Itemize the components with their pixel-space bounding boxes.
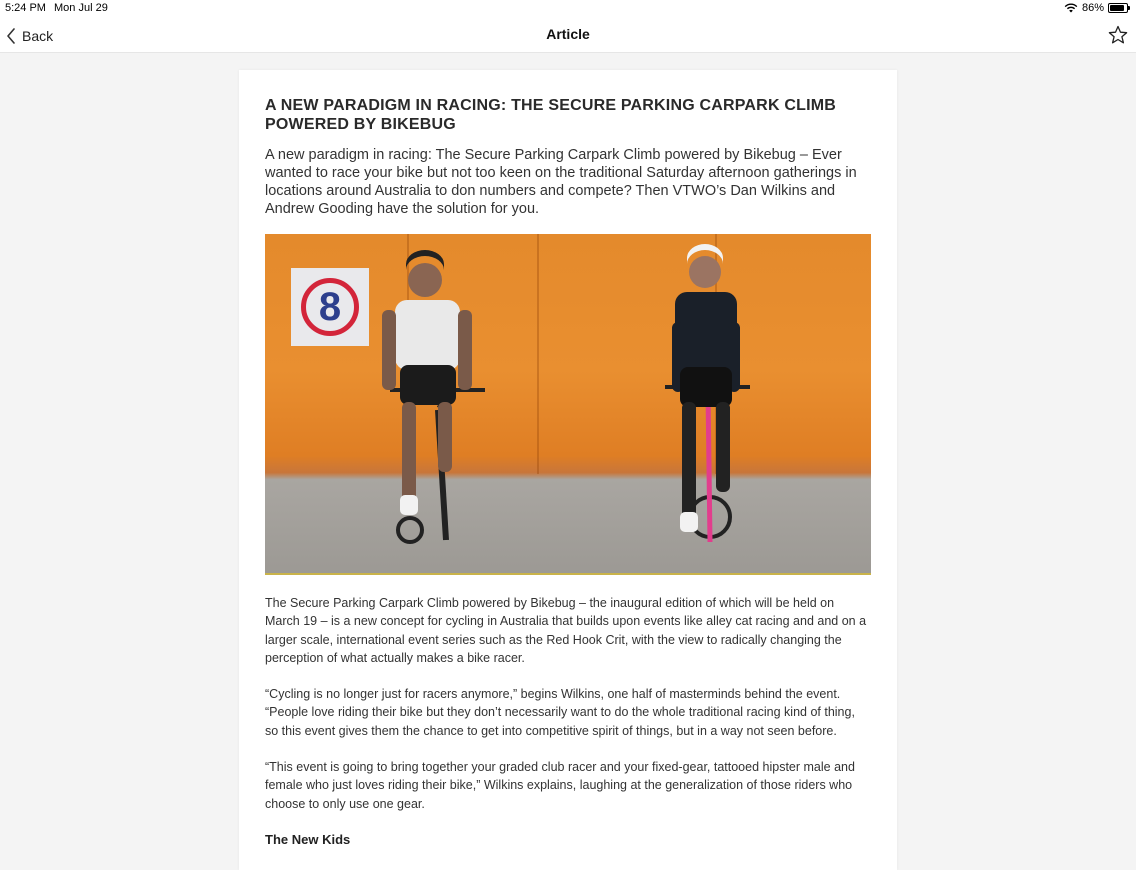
status-time: 5:24 PM bbox=[5, 2, 46, 14]
level-sign-ring bbox=[301, 278, 359, 336]
level-sign-number: 8 bbox=[318, 284, 342, 329]
favorite-button[interactable] bbox=[1108, 25, 1128, 45]
article-paragraph: The Secure Parking Carpark Climb powered by Bikebug – the inaugural edition of which will be held on March 19 – is a new concept for cycling in Australia that builds upon events like alley cat racing and and on a larger scale, international event series such as the Red Hook Crit, with the view to radically changing the perception of what actually makes a bike racer. bbox=[265, 596, 867, 665]
article-paragraph: “Cycling is no longer just for racers anymore,” begins Wilkins, one half of masterminds behind the event. “People love riding their bike but they don’t necessarily want to do the whole traditional racing kind of thing, so this event gives them the chance to get into competitive spirit of things, but in a way not seen before. bbox=[265, 687, 855, 738]
floor-line bbox=[265, 573, 871, 575]
rider-left-illustration bbox=[360, 240, 490, 550]
article-lede: A new paradigm in racing: The Secure Parking Carpark Climb powered by Bikebug – Ever wanted to race your bike but not too keen on the traditional Saturday afternoon gatherings in locations around Australia to don numbers and compete? Then VTWO’s Dan Wilkins and Andrew Gooding have the solution for you. bbox=[265, 147, 857, 217]
wall-seam bbox=[537, 234, 539, 474]
rider-right-illustration bbox=[650, 242, 760, 552]
article-headline: A NEW PARADIGM IN RACING: THE SECURE PARKING CARPARK CLIMB POWERED BY BIKEBUG bbox=[265, 97, 836, 133]
article-body bbox=[265, 594, 871, 849]
star-icon bbox=[1108, 25, 1128, 45]
status-bar bbox=[0, 0, 1136, 17]
wifi-icon bbox=[1064, 3, 1078, 13]
battery-percent: 86% bbox=[1081, 2, 1104, 14]
back-label: Back bbox=[22, 28, 54, 44]
article-subhead: The New Kids bbox=[265, 831, 351, 847]
status-date: Mon Jul 29 bbox=[54, 2, 108, 14]
hero-image bbox=[265, 234, 871, 575]
article-paragraph: “This event is going to bring together your graded club racer and your fixed-gear, tattooed hipster male and female who just loves riding their bike,” Wilkins explains, laughing at the generalization of those riders who choose to only use one gear. bbox=[265, 760, 855, 811]
article-card bbox=[239, 70, 897, 870]
page-title: Article bbox=[546, 26, 590, 42]
level-sign bbox=[291, 268, 369, 346]
status-right bbox=[1064, 2, 1128, 14]
battery-fill bbox=[1110, 5, 1124, 11]
nav-bar bbox=[0, 17, 1136, 53]
battery-icon bbox=[1108, 3, 1128, 13]
